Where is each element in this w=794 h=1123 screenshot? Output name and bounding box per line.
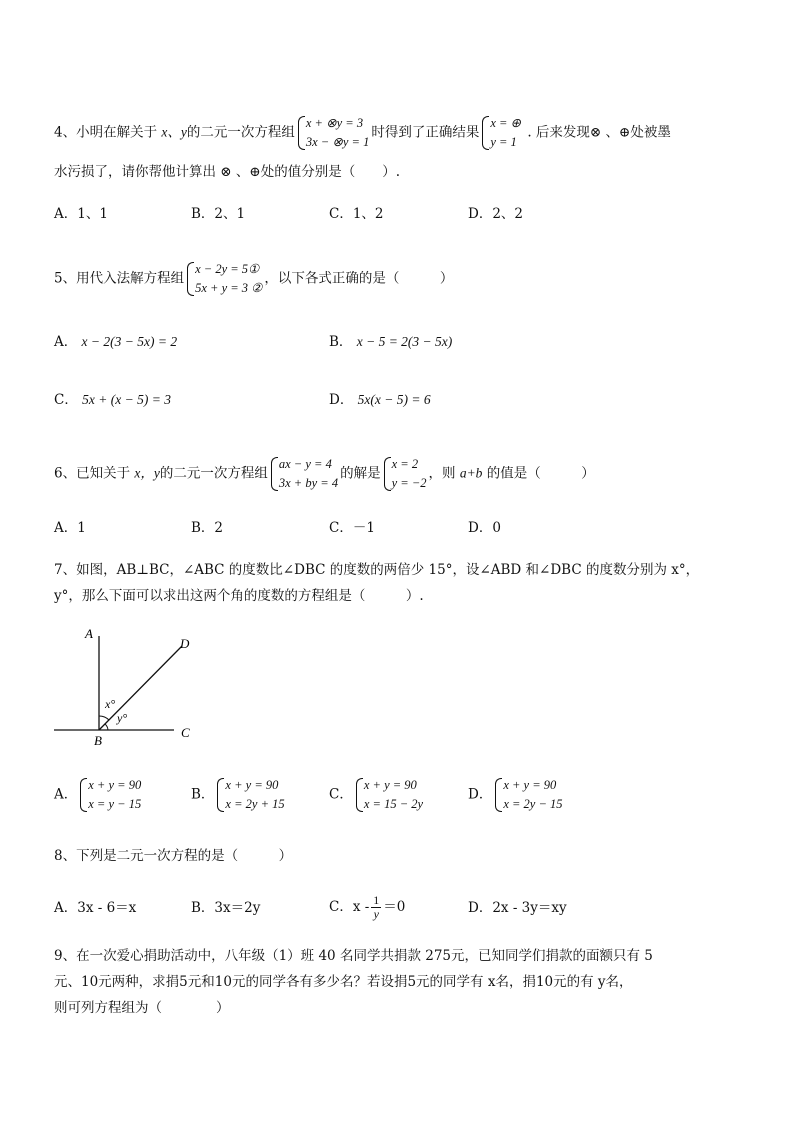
q7-angle-y-arc: [105, 724, 108, 730]
q4-suffix: . 后来发现⊗ 、⊕处被墨: [527, 124, 671, 141]
q7-label-x: x°: [105, 697, 116, 711]
q6-vars: x，y: [134, 465, 160, 481]
q6-mid: 的二元一次方程组: [159, 465, 268, 482]
q4-mid2: 时得到了正确结果: [371, 124, 480, 141]
q5-system: [186, 260, 262, 298]
q7-label-d: D: [180, 636, 190, 651]
q7-option-b[interactable]: [191, 776, 287, 814]
q6-solution-x: x = 2: [391, 457, 419, 471]
q9-stem-line1: 9、在一次爱心捐助活动中，八年级（1）班 40 名同学共捐款 275元，已知同学们捐款的面额只有 5: [54, 948, 653, 964]
q4-prefix: 4、小明在解关于: [54, 124, 158, 141]
q4-vars: x、y: [161, 124, 187, 140]
q7-option-c-eq1: x + y = 90: [363, 778, 417, 792]
q5-option-d-label: D．: [329, 392, 354, 408]
q6-system-eq1: ax − y = 4: [278, 457, 332, 471]
q7-option-a-system: [79, 776, 141, 814]
q4-solution-y: y = 1: [490, 135, 517, 149]
q5-suffix: ，以下各式正确的是（ ）: [264, 270, 454, 287]
q7-stem-line2: y°，那么下面可以求出这两个角的度数的方程组是（ ）.: [54, 588, 424, 604]
q7-label-y: y°: [117, 711, 128, 725]
q5-option-b-label: B．: [329, 334, 353, 350]
q7-option-d-eq2: x = 2y − 15: [503, 797, 563, 811]
q7-option-c-eq2: x = 15 − 2y: [363, 797, 424, 811]
q4-system-eq1: x + ⊗y = 3: [305, 116, 364, 130]
q7-option-b-eq2: x = 2y + 15: [225, 797, 285, 811]
q6-prefix: 6、已知关于: [54, 465, 131, 482]
q5-option-c[interactable]: [54, 390, 171, 410]
q6-mid2: 的解是: [340, 465, 381, 482]
q7-label-a: A: [85, 626, 93, 641]
q7-option-b-label: B．: [191, 786, 215, 803]
q4-system-eq2: 3x − ⊗y = 1: [305, 135, 370, 149]
q5-option-d[interactable]: [329, 390, 431, 410]
q6-solution-y: y = −2: [391, 476, 427, 490]
q6-stem: [54, 455, 595, 493]
q5-option-c-expr: 5x + (x − 5) = 3: [82, 392, 171, 407]
q8-stem: 8、下列是二元一次方程的是（ ）: [54, 848, 293, 864]
q4-stem-line1: [54, 114, 671, 152]
q6-expr: a+b: [459, 465, 483, 481]
q5-system-eq1: x − 2y = 5①: [195, 262, 260, 276]
q6-option-d[interactable]: D．0: [468, 520, 501, 536]
q6-solution: [383, 455, 427, 493]
q7-label-b: B: [94, 733, 102, 748]
q8-option-c[interactable]: [329, 890, 405, 924]
q7-option-a[interactable]: [54, 776, 143, 814]
q5-option-a[interactable]: [54, 332, 177, 352]
q7-option-d-system: [494, 776, 562, 814]
q6-option-a[interactable]: A．1: [54, 520, 86, 536]
q5-option-a-expr: x − 2(3 − 5x) = 2: [81, 334, 178, 349]
q6-suffix-a: ，则: [428, 465, 456, 482]
q5-prefix: 5、用代入法解方程组: [54, 270, 185, 287]
q4-mid: 的二元一次方程组: [186, 124, 295, 141]
q5-option-b[interactable]: [329, 332, 452, 352]
q5-option-c-label: C．: [54, 392, 78, 408]
q7-option-a-label: A．: [54, 786, 78, 803]
q9-stem-line3: 则可列方程组为（ ）: [54, 1000, 230, 1016]
q8-fraction-numerator: 1: [373, 893, 380, 907]
q4-system: [297, 114, 369, 152]
q5-option-b-expr: x − 5 = 2(3 − 5x): [356, 334, 453, 349]
q8-option-c-fraction: [371, 894, 381, 921]
q8-option-d[interactable]: D．2x - 3y＝xy: [468, 900, 567, 916]
q5-system-eq2: 5x + y = 3 ②: [195, 281, 263, 295]
q7-option-c[interactable]: [329, 776, 425, 814]
q7-option-b-eq1: x + y = 90: [225, 778, 279, 792]
q8-option-b[interactable]: B．3x＝2y: [191, 900, 261, 916]
q7-stem-line1: 7、如图，AB⊥BC，∠ABC 的度数比∠DBC 的度数的两倍少 15°，设∠ABD 和∠DBC 的度数分别为 x°，: [54, 562, 700, 578]
q4-option-d[interactable]: D．2、2: [468, 206, 524, 222]
q8-option-a[interactable]: A．3x - 6＝x: [54, 900, 137, 916]
q8-fraction-denominator: y: [373, 907, 379, 921]
q6-system: [270, 455, 338, 493]
q6-option-c[interactable]: C．－1: [329, 520, 375, 536]
q4-stem-line2: 水污损了，请你帮他计算出 ⊗ 、⊕处的值分别是（ ）.: [54, 164, 400, 180]
q7-angle-x-arc: [99, 716, 109, 720]
q6-suffix-b: 的值是（ ）: [486, 465, 595, 482]
q7-label-c: C: [181, 725, 190, 740]
q7-figure: [54, 622, 214, 752]
q4-solution-x: x = ⊕: [490, 116, 522, 130]
q7-line-bd: [99, 646, 182, 730]
q8-option-c-tail: ＝0: [383, 899, 406, 915]
q7-option-c-system: [355, 776, 423, 814]
q7-option-b-system: [216, 776, 284, 814]
q8-option-c-label: C．x -: [329, 899, 370, 915]
q7-option-c-label: C．: [329, 786, 353, 803]
q7-option-a-eq2: x = y − 15: [88, 797, 142, 811]
q6-option-b[interactable]: B．2: [191, 520, 224, 536]
q9-stem-line2: 元、10元两种，求捐5元和10元的同学各有多少名？若设捐5元的同学有 x名，捐10元的有 y名，: [54, 974, 633, 990]
q4-option-a[interactable]: A．1、1: [54, 206, 108, 222]
q5-stem: [54, 260, 453, 298]
q7-option-a-eq1: x + y = 90: [88, 778, 142, 792]
q6-system-eq2: 3x + by = 4: [278, 476, 339, 490]
q5-option-d-expr: 5x(x − 5) = 6: [357, 392, 431, 407]
q4-option-c[interactable]: C．1、2: [329, 206, 384, 222]
q7-option-d-eq1: x + y = 90: [503, 778, 557, 792]
q7-option-d-label: D．: [468, 786, 493, 803]
q7-option-d[interactable]: [468, 776, 565, 814]
q4-solution: [481, 114, 521, 152]
q5-option-a-label: A．: [54, 334, 78, 350]
q4-option-b[interactable]: B．2、1: [191, 206, 246, 222]
